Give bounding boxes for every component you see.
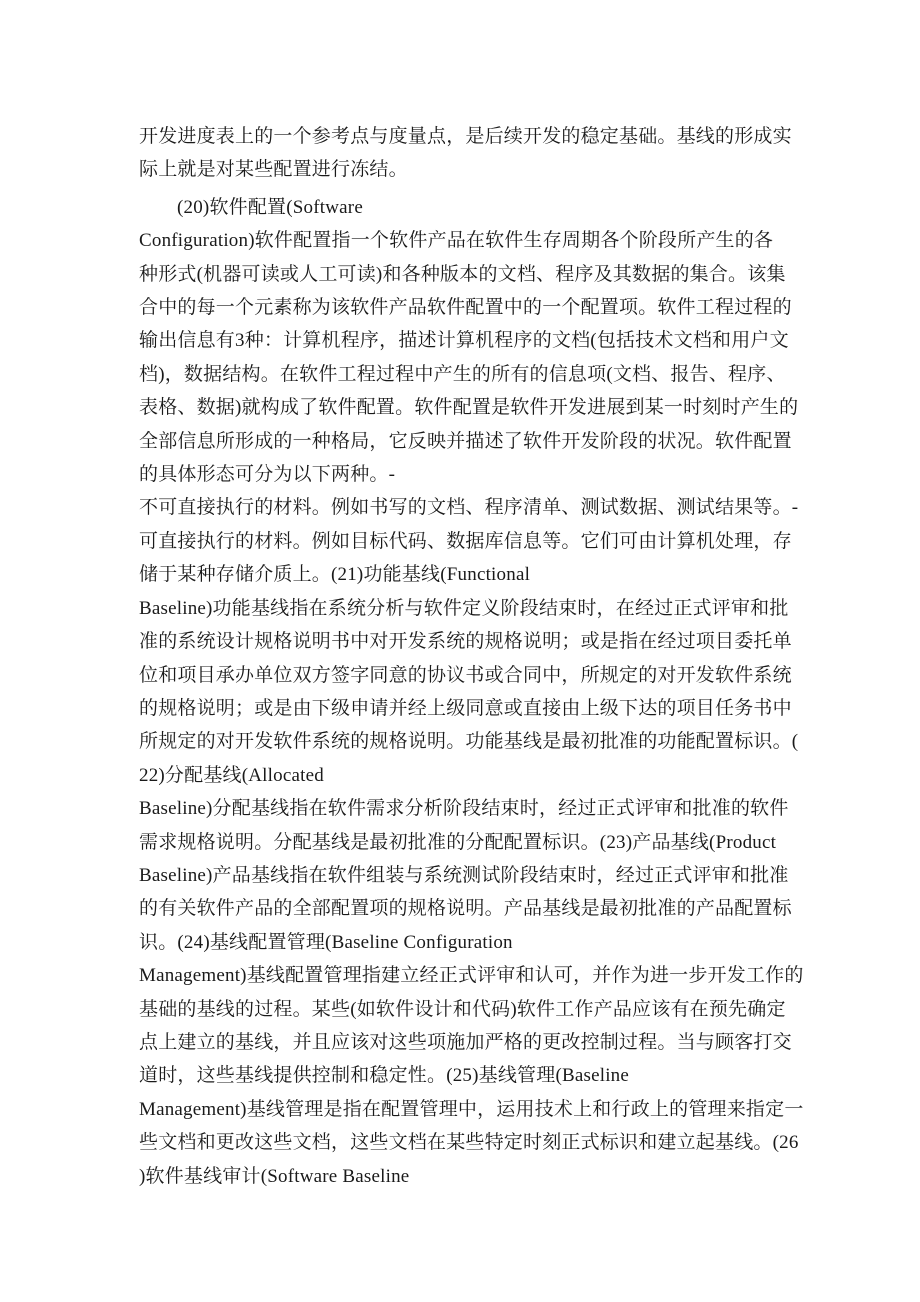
paragraph-baseline-freeze xyxy=(139,120,795,187)
text-line: 不可直接执行的材料。例如书写的文档、程序清单、测试数据、测试结果等。- xyxy=(139,497,799,519)
text-line: 的规格说明；或是由下级申请并经上级同意或直接由上级下达的项目任务书中 xyxy=(139,697,792,719)
text-line: 际上就是对某些配置进行冻结。 xyxy=(139,159,408,181)
text-line: 位和项目承办单位双方签字同意的协议书或合同中，所规定的对开发软件系统 xyxy=(139,664,792,686)
text-line: 22)分配基线(Allocated xyxy=(139,764,324,786)
text-line: 需求规格说明。分配基线是最初批准的分配配置标识。(23)产品基线(Product xyxy=(139,831,777,853)
text-line: Baseline)分配基线指在软件需求分析阶段结束时，经过正式评审和批准的软件 xyxy=(139,798,789,820)
text-line: 全部信息所形成的一种格局，它反映并描述了软件开发阶段的状况。软件配置 xyxy=(139,430,792,452)
paragraph-software-configuration-terms xyxy=(139,191,804,1193)
text-line: 基础的基线的过程。某些(如软件设计和代码)软件工作产品应该有在预先确定 xyxy=(139,998,786,1020)
text-line: (20)软件配置(Software xyxy=(177,196,363,218)
text-line: 所规定的对开发软件系统的规格说明。功能基线是最初批准的功能配置标识。( xyxy=(139,731,799,753)
text-line: 点上建立的基线，并且应该对这些项施加严格的更改控制过程。当与顾客打交 xyxy=(139,1031,792,1053)
text-line: 开发进度表上的一个参考点与度量点，是后续开发的稳定基础。基线的形成实 xyxy=(139,126,792,147)
text-line: Configuration)软件配置指一个软件产品在软件生存周期各个阶段所产生的各 xyxy=(139,230,774,252)
text-line: 道时，这些基线提供控制和稳定性。(25)基线管理(Baseline xyxy=(139,1065,630,1087)
text-line: )软件基线审计(Software Baseline xyxy=(139,1165,410,1187)
text-line: Baseline)产品基线指在软件组装与系统测试阶段结束时，经过正式评审和批准 xyxy=(139,864,789,886)
text-line: 的具体形态可分为以下两种。- xyxy=(139,464,396,486)
text-line: 识。(24)基线配置管理(Baseline Configuration xyxy=(139,931,513,953)
text-line: Management)基线管理是指在配置管理中，运用技术上和行政上的管理来指定一 xyxy=(139,1098,804,1120)
text-line: Management)基线配置管理指建立经正式评审和认可，并作为进一步开发工作的 xyxy=(139,965,804,987)
text-line: 准的系统设计规格说明书中对开发系统的规格说明；或是指在经过项目委托单 xyxy=(139,631,792,653)
text-line: 储于某种存储介质上。(21)功能基线(Functional xyxy=(139,564,531,586)
text-line: 些文档和更改这些文档，这些文档在某些特定时刻正式标识和建立起基线。(26 xyxy=(139,1132,799,1154)
text-line: Baseline)功能基线指在系统分析与软件定义阶段结束时，在经过正式评审和批 xyxy=(139,597,789,619)
text-line: 档)，数据结构。在软件工程过程中产生的所有的信息项(文档、报告、程序、 xyxy=(139,363,786,385)
text-line: 表格、数据)就构成了软件配置。软件配置是软件开发进展到某一时刻时产生的 xyxy=(139,397,799,419)
text-line: 可直接执行的材料。例如目标代码、数据库信息等。它们可由计算机处理，存 xyxy=(139,530,792,552)
text-line: 种形式(机器可读或人工可读)和各种版本的文档、程序及其数据的集合。该集 xyxy=(139,263,786,285)
text-line: 的有关软件产品的全部配置项的规格说明。产品基线是最初批准的产品配置标 xyxy=(139,898,792,920)
text-line: 合中的每一个元素称为该软件产品软件配置中的一个配置项。软件工程过程的 xyxy=(139,297,792,319)
text-line: 输出信息有3种：计算机程序，描述计算机程序的文档(包括技术文档和用户文 xyxy=(139,330,789,352)
